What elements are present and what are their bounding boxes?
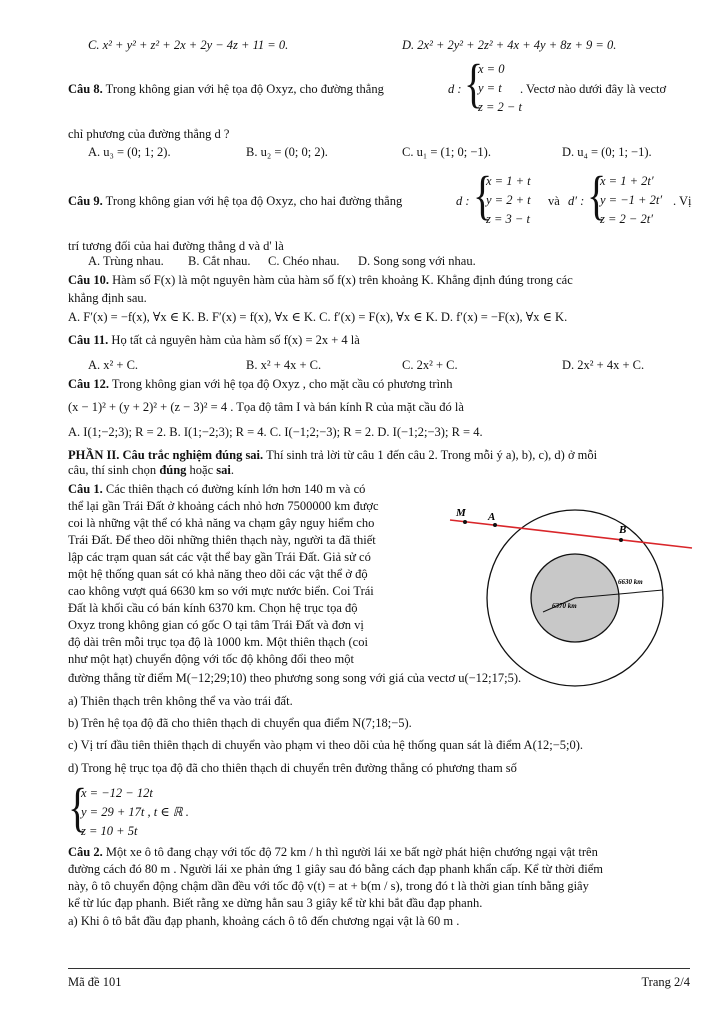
label-m: M — [456, 507, 466, 519]
q12-text: Trong không gian với hệ tọa độ Oxyz , cho mặt cầu có phương trình — [111, 377, 453, 391]
q9-d2-label: d′ : — [568, 194, 585, 208]
p2q1-line-6: cao không vượt quá 6630 km so với mực nước biển. Coi Trái — [68, 584, 374, 598]
q9-text2: trí tương đối của hai đường thẳng d và d' là — [68, 239, 284, 253]
label-outer-radius: 6630 km — [618, 578, 643, 586]
part2-label: PHẦN II. Câu trắc nghiệm đúng sai. — [68, 448, 264, 462]
point-a — [493, 523, 497, 527]
q8-text: Trong không gian với hệ tọa độ Oxyz, cho đường thẳng — [105, 82, 384, 96]
point-m — [463, 520, 467, 524]
q8-sys-z: z = 2 − t — [478, 100, 522, 114]
p2q1-last-line: đường thẳng từ điểm M(−12;29;10) theo phương song song với giá của vectơ u(−12;17;5). — [68, 671, 522, 685]
q8-sys-x: x = 0 — [478, 62, 505, 76]
q11-option-b: B. x² + 4x + C. — [246, 358, 322, 372]
p2q1-item-c: c) Vị trí đầu tiên thiên thạch di chuyển vào phạm vi theo dõi của hệ thống quan sát là điểm A(12;−5;0). — [68, 738, 584, 752]
q9-and: và — [548, 194, 560, 208]
p2q1-sys-y: y = 29 + 17t , t ∈ ℝ . — [81, 805, 189, 819]
p2q2-text-0: Một xe ô tô đang chạy với tốc độ 72 km / h thì người lái xe bất ngờ phát hiện chướng ngại vật trên — [105, 845, 598, 859]
p2q1-item-a: a) Thiên thạch trên không thể va vào trái đất. — [68, 694, 293, 708]
p2q2-item-a: a) Khi ô tô bắt đầu đạp phanh, khoảng cách ô tô đến chương ngại vật là 60 m . — [68, 914, 460, 928]
q12-stem — [68, 377, 453, 392]
footer-page-number: Trang 2/4 — [641, 975, 690, 989]
part2-heading — [68, 448, 597, 463]
q9-option-b: B. Cắt nhau. — [188, 254, 251, 268]
p2q2-line-3: kể từ lúc đạp phanh. Biết rằng xe dừng hẳn sau 3 giây kể từ khi bắt đầu đạp phanh. — [68, 896, 483, 910]
part2-text2-end: . — [230, 463, 234, 477]
q9-option-c: C. Chéo nhau. — [268, 254, 340, 268]
q9-sys1-y: y = 2 + t — [486, 193, 531, 207]
q8-text3: chỉ phương của đường thẳng d ? — [68, 127, 230, 141]
q9-system1 — [486, 172, 531, 229]
p2q1-line-9: độ dài trên mỗi trục tọa độ là 1000 km. Một thiên thạch (coi — [68, 635, 368, 649]
part2-text2-pre: câu, thí sinh chọn — [68, 463, 157, 477]
q12-equation: (x − 1)² + (y + 2)² + (z − 3)² = 4 . Tọa độ tâm I và bán kính R của mặt cầu đó là — [68, 400, 464, 414]
p2q1-line-1: thể lại gần Trái Đất ở khoảng cách nhỏ hơn 7500000 km được — [68, 499, 379, 513]
label-b: B — [619, 524, 627, 536]
q9-option-a: A. Trùng nhau. — [88, 254, 164, 268]
label-inner-radius: 6370 km — [552, 602, 577, 610]
p2q1-line-0 — [68, 482, 365, 497]
p2q2-line-1: đường cách đó 80 m . Người lái xe phản ứng 1 giây sau đó bằng cách đạp phanh khẩn cấp. Kể từ thời điểm — [68, 862, 603, 876]
q10-text2: khẳng định sau. — [68, 291, 147, 305]
part2-bold-dung: đúng — [159, 463, 187, 477]
q12-label: Câu 12. — [68, 377, 109, 391]
p2q1-label: Câu 1. — [68, 482, 103, 496]
p2q1-line-10: như một hạt) chuyển động với tốc độ không đổi theo một — [68, 652, 354, 666]
q11-option-c: C. 2x² + C. — [402, 358, 458, 372]
footer-divider — [68, 968, 690, 969]
q9-sys1-z: z = 3 − t — [486, 212, 530, 226]
q9-sys2-z: z = 2 − 2t′ — [600, 212, 653, 226]
q11-stem — [68, 333, 360, 348]
q8-option-b: B. u₂ = (0; 0; 2). — [246, 145, 328, 159]
q12-options: A. I(1;−2;3); R = 2. B. I(1;−2;3); R = 4. C. I(−1;2;−3); R = 2. D. I(−1;2;−3); R = 4. — [68, 425, 483, 439]
q8-label: Câu 8. — [68, 82, 103, 96]
p2q2-line-2: này, ô tô chuyển động chậm dần đều với tốc độ v(t) = at + b(m / s), trong đó t là thời gian tính bằng giây — [68, 879, 589, 893]
q9-system2 — [600, 172, 662, 229]
q9-sys2-x: x = 1 + 2t′ — [600, 174, 654, 188]
part2-text: Thí sinh trả lời từ câu 1 đến câu 2. Trong mỗi ý a), b), c), d) ở mỗi — [266, 448, 598, 462]
q8-sys-y: y = t — [478, 81, 502, 95]
q8-option-a: A. u₃ = (0; 1; 2). — [88, 145, 171, 159]
q11-option-a: A. x² + C. — [88, 358, 139, 372]
q10-stem — [68, 273, 573, 288]
q8-d-label: d : — [448, 82, 462, 96]
part2-text2-mid: hoặc — [189, 463, 214, 477]
p2q1-sys-x: x = −12 − 12t — [81, 786, 153, 800]
q8-text2: . Vectơ nào dưới đây là vectơ — [520, 82, 667, 96]
part2-bold-sai: sai — [216, 463, 231, 477]
q9-d-label: d : — [456, 194, 470, 208]
prev-option-c: C. x² + y² + z² + 2x + 2y − 4z + 11 = 0. — [88, 38, 289, 52]
part2-text2 — [68, 463, 234, 478]
q8-brace: { — [464, 52, 484, 114]
p2q1-item-b: b) Trên hệ tọa độ đã cho thiên thạch di chuyển qua điểm N(7;18;−5). — [68, 716, 412, 730]
footer-exam-code: Mã đề 101 — [68, 975, 122, 989]
q8-stem — [68, 82, 384, 97]
q10-label: Câu 10. — [68, 273, 109, 287]
p2q2-label: Câu 2. — [68, 845, 103, 859]
p2q1-text-0: Các thiên thạch có đường kính lớn hơn 140 m và có — [105, 482, 366, 496]
p2q1-brace: { — [68, 776, 88, 838]
p2q2-line-0 — [68, 845, 598, 860]
q9-sys1-x: x = 1 + t — [486, 174, 531, 188]
q11-text: Họ tất cả nguyên hàm của hàm số f(x) = 2x + 4 là — [111, 333, 360, 347]
q11-option-d: D. 2x² + 4x + C. — [562, 358, 645, 372]
q9-sys2-y: y = −1 + 2t′ — [600, 193, 663, 207]
q11-label: Câu 11. — [68, 333, 109, 347]
p2q1-line-4: lập các trạm quan sát các vật thể bay gần Trái Đất. Giả sử có — [68, 550, 371, 564]
p2q1-line-3: Trái Đất. Để theo dõi những thiên thạch này, người ta đã thiết — [68, 533, 376, 547]
q10-options: A. F′(x) = −f(x), ∀x ∈ K. B. F′(x) = f(x), ∀x ∈ K. C. f′(x) = F(x), ∀x ∈ K. D. f′(x) = −F(x), ∀x ∈ K. — [68, 310, 568, 324]
p2q1-item-d: d) Trong hệ trục tọa độ đã cho thiên thạch di chuyển trên đường thẳng có phương tham số — [68, 761, 517, 775]
p2q1-sys-z: z = 10 + 5t — [81, 824, 138, 838]
prev-option-d: D. 2x² + 2y² + 2z² + 4x + 4y + 8z + 9 = 0. — [402, 38, 617, 52]
q10-text: Hàm số F(x) là một nguyên hàm của hàm số f(x) trên khoảng K. Khẳng định đúng trong các — [112, 273, 573, 287]
p2q1-line-5: một hệ thống quan sát có khả năng theo dõi các vật thể ở độ — [68, 567, 368, 581]
meteor-figure — [440, 500, 700, 690]
q8-option-d: D. u₄ = (0; 1; −1). — [562, 145, 652, 159]
q8-option-c: C. u₁ = (1; 0; −1). — [402, 145, 491, 159]
q8-system — [478, 60, 522, 117]
p2q1-line-8: Oxyz trong không gian có gốc O tại tâm Trái Đất và đơn vị — [68, 618, 364, 632]
point-b — [619, 538, 623, 542]
q9-stem — [68, 194, 402, 209]
q9-tail: . Vị — [673, 194, 692, 208]
q9-brace1: { — [473, 164, 493, 226]
p2q1-system — [81, 784, 189, 841]
q9-option-d: D. Song song với nhau. — [358, 254, 476, 268]
q9-label: Câu 9. — [68, 194, 103, 208]
label-a: A — [488, 511, 496, 523]
q9-brace2: { — [587, 164, 607, 226]
q9-text: Trong không gian với hệ tọa độ Oxyz, cho hai đường thẳng — [105, 194, 403, 208]
p2q1-line-2: coi là những vật thể có khả năng va chạm gây nguy hiểm cho — [68, 516, 375, 530]
p2q1-line-7: Đất là khối cầu có bán kính 6370 km. Chọn hệ trục tọa độ — [68, 601, 358, 615]
